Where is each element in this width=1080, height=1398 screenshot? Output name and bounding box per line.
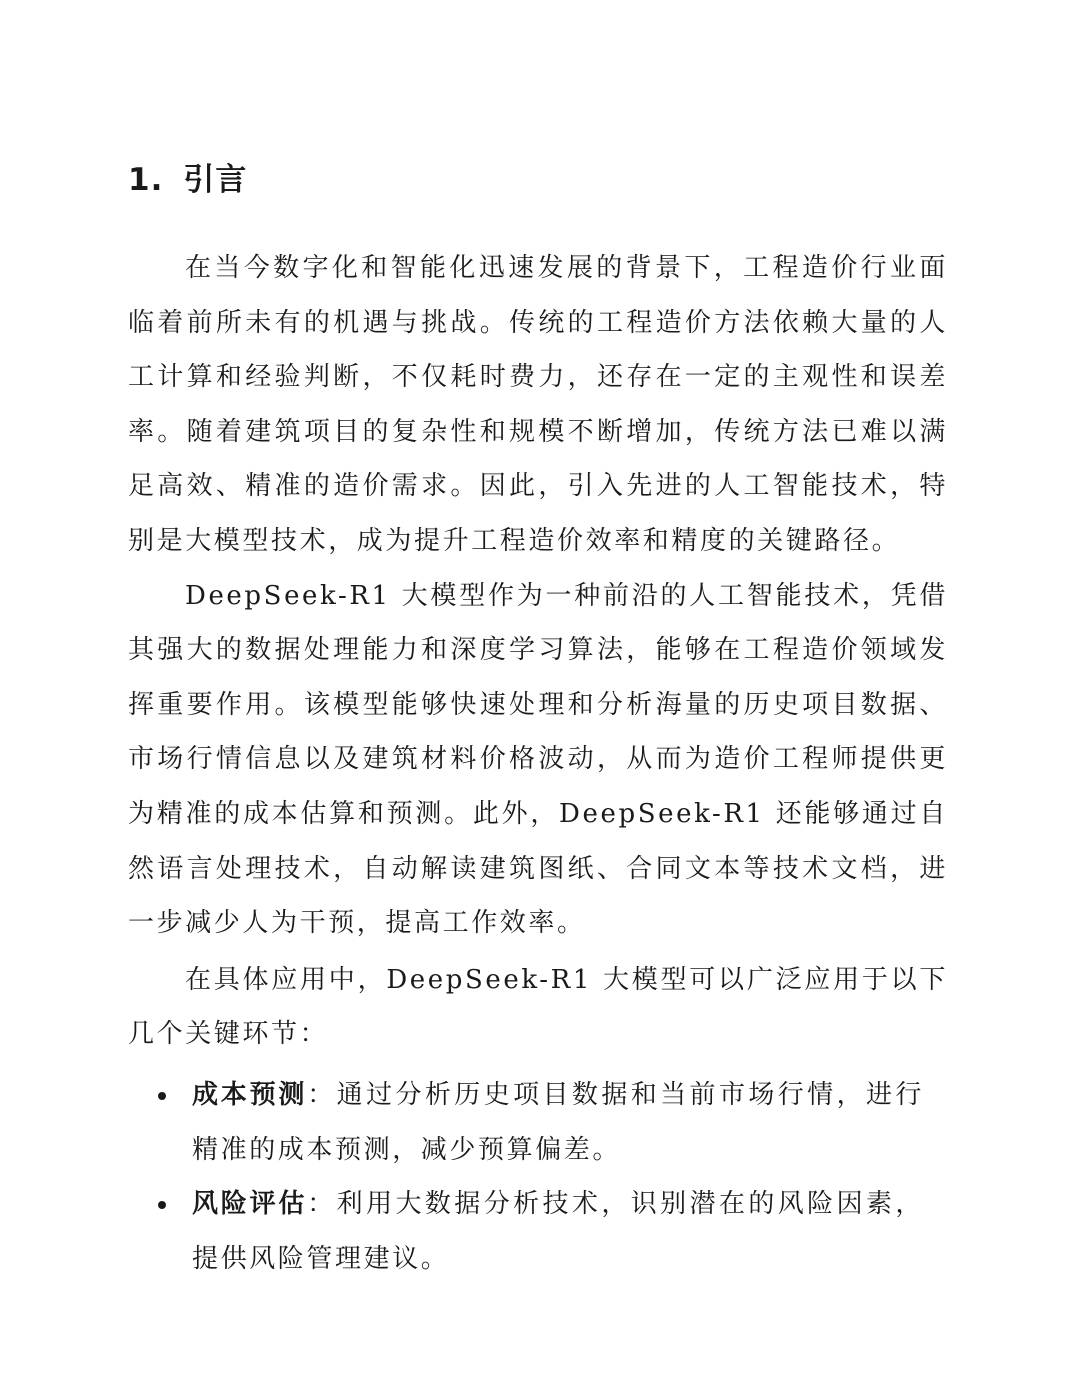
section-title: 引言: [183, 162, 248, 198]
section-heading: [128, 158, 247, 202]
bullet-dot-icon: [158, 1201, 166, 1209]
key-areas-list: [128, 1068, 948, 1286]
section-number: 1.: [128, 162, 164, 198]
body-content: [128, 241, 948, 1286]
bullet-separator: ：: [307, 1079, 337, 1110]
bullet-separator: ：: [307, 1189, 337, 1220]
paragraph-deepseek: DeepSeek-R1 大模型作为一种前沿的人工智能技术，凭借其强大的数据处理能力和深度学习算法，能够在工程造价领域发挥重要作用。该模型能够快速处理和分析海量的历史项目数据、市场行情信息以及建筑材料价格波动，从而为造价工程师提供更为精准的成本估算和预测。此外，DeepSeek-R1 还能够通过自然语言处理技术，自动解读建筑图纸、合同文本等技术文档，进一步减少人为干预，提高工作效率。: [128, 580, 948, 939]
bullet-term: 成本预测: [192, 1079, 308, 1110]
list-item-risk-assessment: [128, 1177, 924, 1286]
paragraph-applications: 在具体应用中，DeepSeek-R1 大模型可以广泛应用于以下几个关键环节：: [128, 964, 948, 1050]
paragraph-intro: 在当今数字化和智能化迅速发展的背景下，工程造价行业面临着前所未有的机遇与挑战。传统的工程造价方法依赖大量的人工计算和经验判断，不仅耗时费力，还存在一定的主观性和误差率。随着建筑项目的复杂性和规模不断增加，传统方法已难以满足高效、精准的造价需求。因此，引入先进的人工智能技术，特别是大模型技术，成为提升工程造价效率和精度的关键路径。: [128, 253, 948, 556]
bullet-text: 利用大数据分析技术，识别潜在的风险因素，提供风险管理建议。: [192, 1189, 924, 1274]
bullet-text: 通过分析历史项目数据和当前市场行情，进行精准的成本预测，减少预算偏差。: [192, 1079, 924, 1165]
bullet-term: 风险评估: [192, 1189, 308, 1220]
bullet-dot-icon: [158, 1092, 166, 1100]
list-item-cost-prediction: [128, 1068, 924, 1177]
